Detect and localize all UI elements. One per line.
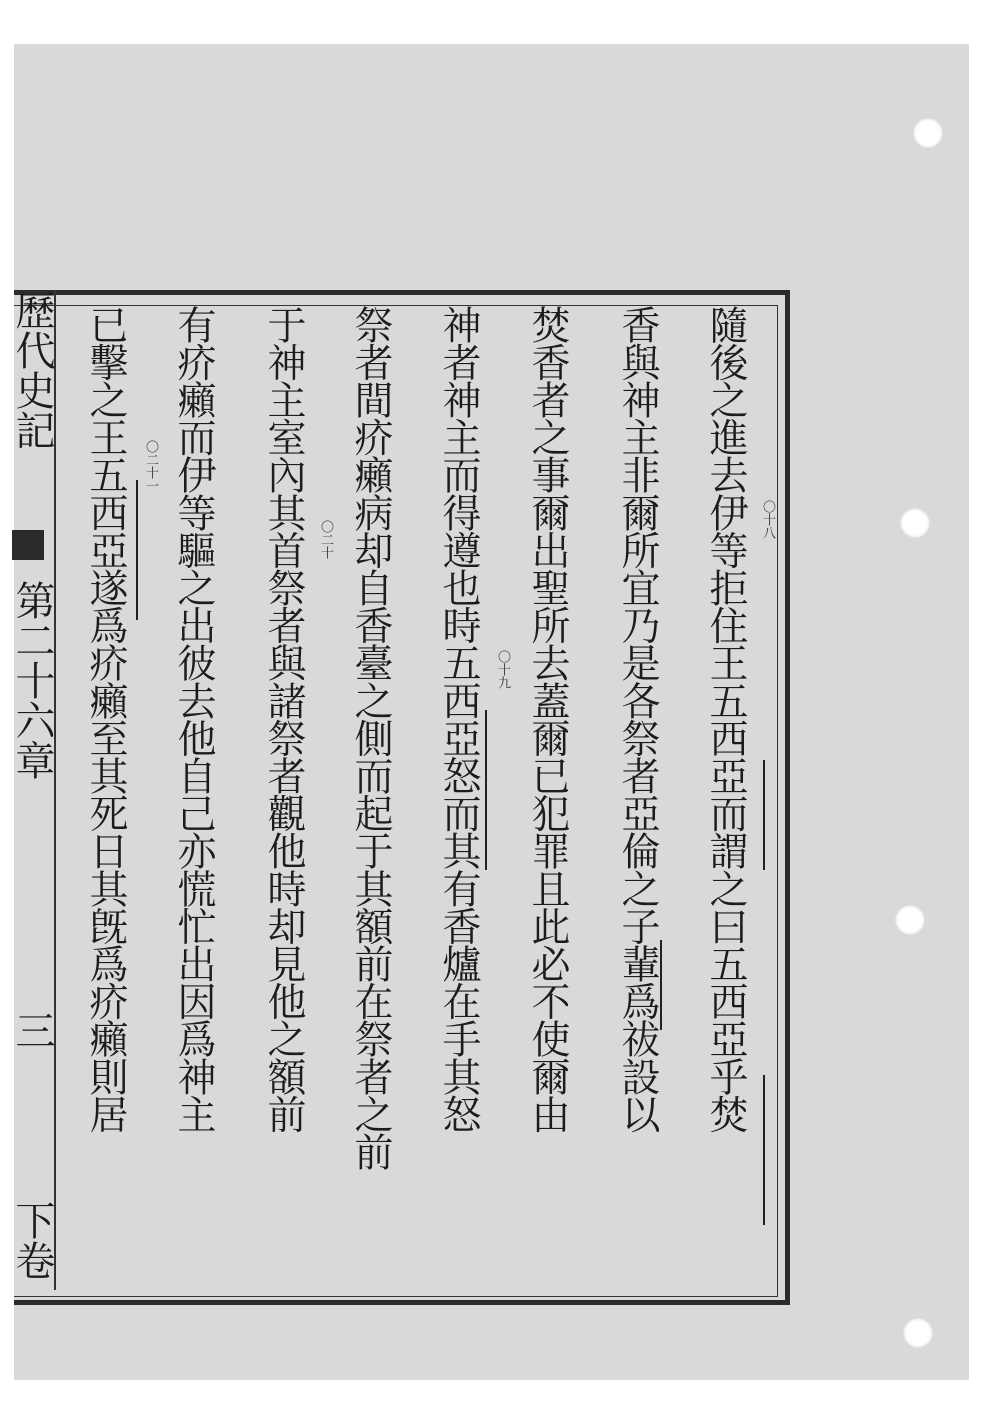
text-column: 神者神主而得遵也時五西亞怒而其有香爐在手其怒 bbox=[436, 305, 481, 1133]
binder-hole bbox=[895, 905, 925, 935]
binder-hole bbox=[913, 118, 943, 148]
proper-name-mark bbox=[136, 480, 138, 620]
text-column: 隨後之進去伊等拒住王五西亞而謂之曰五西亞乎焚 bbox=[703, 305, 748, 1133]
verse-number: 〇二十一 bbox=[143, 440, 158, 492]
page-number: 三 bbox=[9, 1010, 55, 1050]
volume-label: 下卷 bbox=[9, 1200, 55, 1280]
margin-column bbox=[10, 290, 56, 1290]
verse-number: 〇十八 bbox=[760, 500, 775, 539]
text-column: 于神主室內其首祭者與諸祭者觀他時却見他之額前 bbox=[261, 305, 306, 1133]
text-column: 有疥癩而伊等驅之出彼去他自己亦慌忙出因爲神主 bbox=[171, 305, 216, 1133]
chapter-label: 第二十六章 bbox=[9, 580, 55, 780]
verse-number: 〇二十 bbox=[318, 520, 333, 559]
text-frame bbox=[14, 290, 790, 1305]
binder-hole bbox=[903, 1318, 933, 1348]
proper-name-mark bbox=[763, 760, 765, 870]
text-column: 已擊之王五西亞遂爲疥癩至其死日其旣爲疥癩則居 bbox=[83, 305, 128, 1133]
text-column: 香與神主非爾所宜乃是各祭者亞倫之子輩爲祓設以 bbox=[615, 305, 660, 1133]
book-title: 歷代史記 bbox=[9, 290, 55, 450]
text-column: 焚香者之事爾出聖所去蓋爾已犯罪且此必不使爾由 bbox=[525, 305, 570, 1133]
verse-number: 〇十九 bbox=[495, 650, 510, 689]
text-column: 祭者間疥癩病却自香臺之側而起于其額前在祭者之前 bbox=[348, 305, 393, 1170]
proper-name-mark bbox=[485, 710, 487, 870]
binder-hole bbox=[900, 508, 930, 538]
proper-name-mark bbox=[763, 1075, 765, 1225]
fishtail-mark bbox=[12, 530, 44, 560]
proper-name-mark bbox=[660, 940, 662, 1030]
